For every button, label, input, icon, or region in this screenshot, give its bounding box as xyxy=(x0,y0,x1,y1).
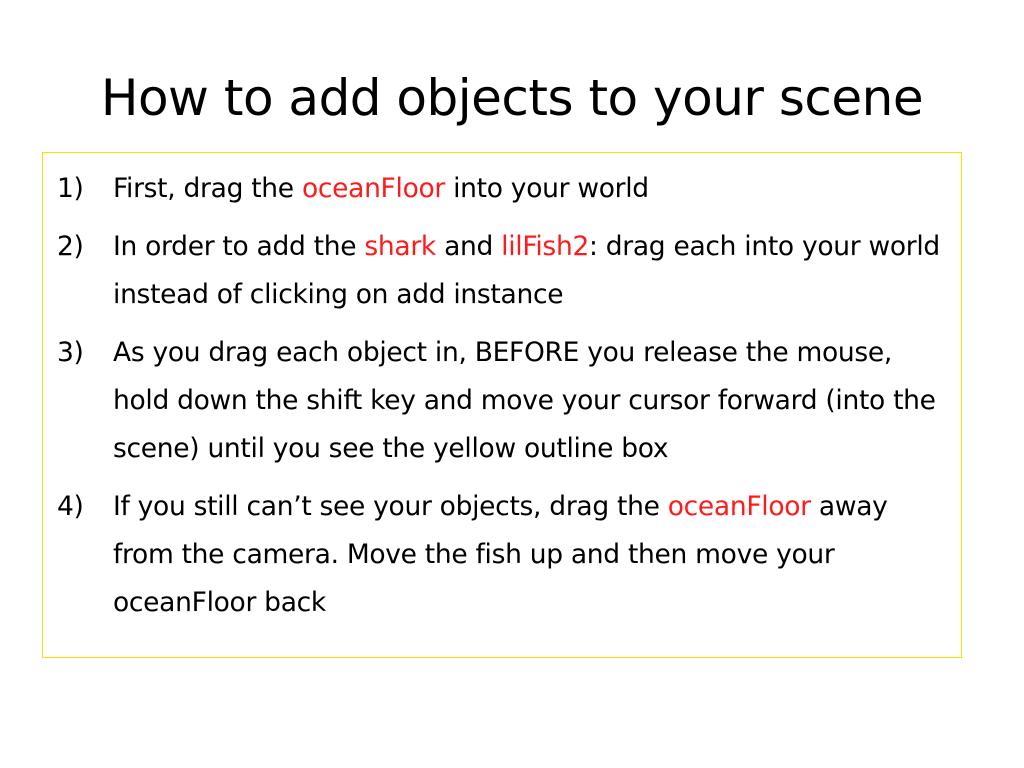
step-text: In order to add the xyxy=(113,231,365,262)
step-text: : drag each into your world instead of clicking on add instance xyxy=(113,231,940,310)
object-name-lil-fish-2: lilFish2 xyxy=(501,231,589,262)
step-text: away from the camera. Move the fish up and then move your oceanFloor back xyxy=(113,491,888,618)
steps-list xyxy=(43,165,961,637)
step-number: 1) xyxy=(57,173,84,204)
step-text: into your world xyxy=(445,173,649,204)
step-2 xyxy=(43,223,961,319)
object-name-ocean-floor: oceanFloor xyxy=(667,491,811,522)
step-text: If you still can’t see your objects, drag the xyxy=(113,491,668,522)
object-name-shark: shark xyxy=(364,231,436,262)
step-4 xyxy=(43,483,961,627)
step-number: 3) xyxy=(57,337,84,368)
step-1 xyxy=(43,165,961,213)
step-text: As you drag each object in, BEFORE you release the mouse, hold down the shift key and move your cursor forward (into the scene) until you see the yellow outline box xyxy=(113,337,936,464)
step-text: and xyxy=(435,231,502,262)
step-text: First, drag the xyxy=(113,173,302,204)
step-number: 2) xyxy=(57,231,84,262)
object-name-ocean-floor: oceanFloor xyxy=(301,173,445,204)
instructions-box xyxy=(42,152,962,658)
step-number: 4) xyxy=(57,491,84,522)
slide-title: How to add objects to your scene xyxy=(100,69,924,127)
step-3 xyxy=(43,329,961,473)
